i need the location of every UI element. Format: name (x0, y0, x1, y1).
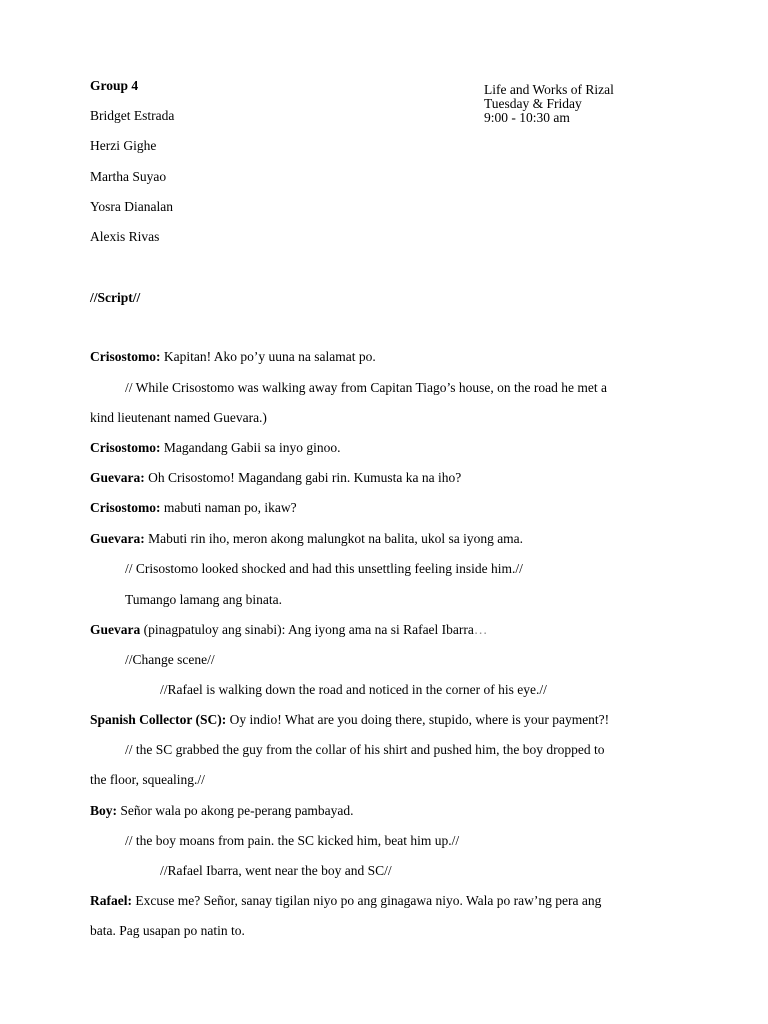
stage-direction: // Crisostomo looked shocked and had this unsettling feeling inside him.// (125, 561, 523, 576)
stage-direction: // While Crisostomo was walking away from Capitan Tiago’s house, on the road he met a (125, 380, 607, 395)
dialogue-line: Crisostomo: Kapitan! Ako po’y uuna na salamat po. (90, 349, 376, 364)
member-name: Alexis Rivas (90, 229, 160, 244)
member-name: Yosra Dianalan (90, 199, 173, 214)
course-info (484, 83, 614, 125)
dialogue-line: Crisostomo: mabuti naman po, ikaw? (90, 500, 297, 515)
member-name: Martha Suyao (90, 169, 167, 184)
stage-direction: // the SC grabbed the guy from the collar of his shirt and pushed him, the boy dropped to (125, 742, 605, 757)
dialogue-line: Spanish Collector (SC): Oy indio! What are you doing there, stupido, where is your payment?! (90, 712, 610, 727)
dialogue-line: Guevara: Oh Crisostomo! Magandang gabi rin. Kumusta ka na iho? (90, 470, 462, 485)
stage-direction: // the boy moans from pain. the SC kicked him, beat him up.// (125, 833, 460, 848)
dialogue-line: bata. Pag usapan po natin to. (90, 923, 245, 938)
group-label: Group 4 (90, 78, 139, 93)
narration-line: Tumango lamang ang binata. (125, 592, 282, 607)
stage-direction: the floor, squealing.// (90, 772, 205, 787)
dialogue-line: Guevara (pinagpatuloy ang sinabi): Ang iyong ama na si Rafael Ibarra… (90, 622, 488, 637)
course-days: Tuesday & Friday (484, 96, 582, 111)
dialogue-line: Crisostomo: Magandang Gabii sa inyo ginoo. (90, 440, 341, 455)
stage-direction: //Rafael is walking down the road and noticed in the corner of his eye.// (160, 682, 547, 697)
dialogue-line: Boy: Señor wala po akong pe-perang pambayad. (90, 803, 354, 818)
member-name: Herzi Gighe (90, 138, 157, 153)
stage-direction: //Rafael Ibarra, went near the boy and SC// (160, 863, 392, 878)
script-title: //Script// (90, 290, 141, 305)
stage-direction: //Change scene// (125, 652, 215, 667)
member-name: Bridget Estrada (90, 108, 175, 123)
course-title: Life and Works of Rizal (484, 82, 614, 97)
dialogue-line: Guevara: Mabuti rin iho, meron akong malungkot na balita, ukol sa iyong ama. (90, 531, 524, 546)
course-time: 9:00 - 10:30 am (484, 110, 570, 125)
dialogue-line: Rafael: Excuse me? Señor, sanay tigilan niyo po ang ginagawa niyo. Wala po raw’ng pera ang (90, 893, 602, 908)
stage-direction: kind lieutenant named Guevara.) (90, 410, 267, 425)
